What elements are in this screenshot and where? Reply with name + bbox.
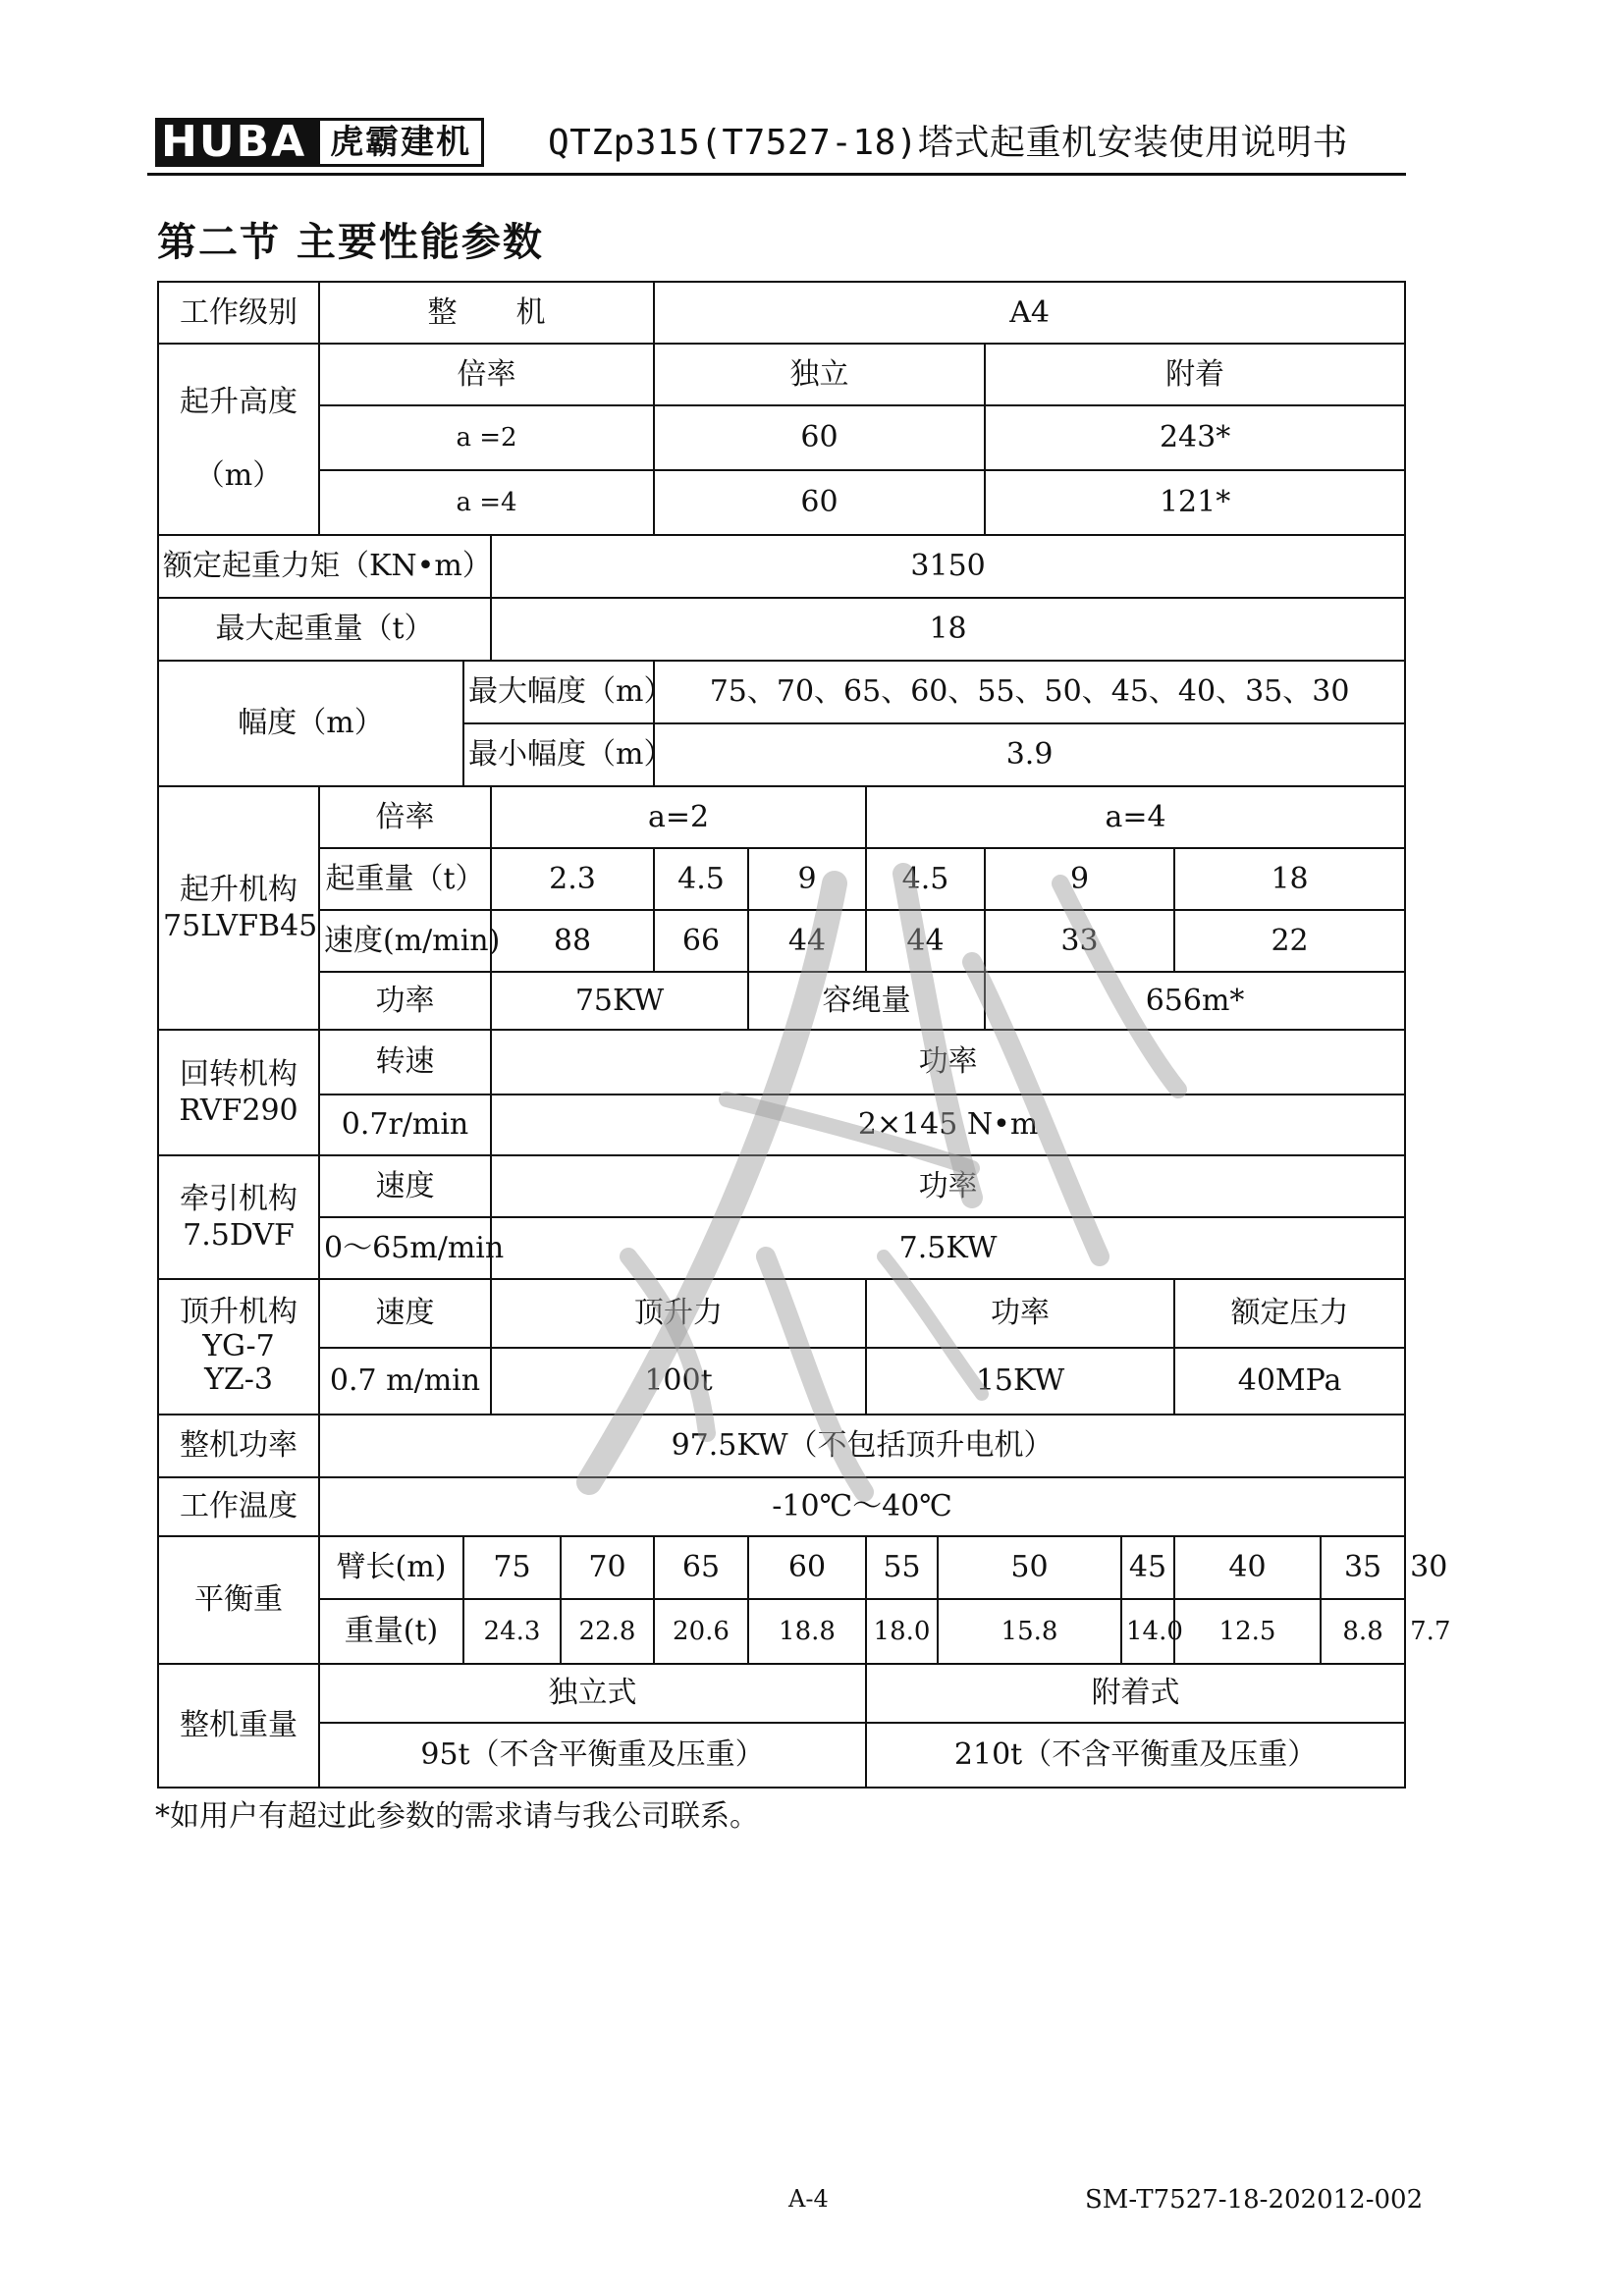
trolley-model: 7.5DVF [183, 1218, 295, 1253]
climbing-power-label: 功率 [866, 1279, 1174, 1348]
lift-height-ratio: a =4 [319, 470, 654, 535]
counterweight-arm-cell: 65 [654, 1536, 748, 1599]
lift-height-text: 起升高度 [180, 385, 298, 420]
row-hoist-speed [158, 910, 1405, 972]
row-lift-height-header [158, 344, 1405, 405]
hoist-speed-cell: 66 [654, 910, 748, 972]
max-load-label: 最大起重量（t） [158, 598, 491, 661]
slewing-text: 回转机构 [180, 1056, 298, 1092]
row-rated-moment [158, 535, 1405, 598]
row-max-range [158, 661, 1405, 723]
hoist-power-value: 75KW [491, 972, 748, 1030]
section-title: 第二节 主要性能参数 [157, 220, 544, 265]
machine-weight-free-value: 95t（不含平衡重及压重） [319, 1723, 866, 1788]
row-climbing-values [158, 1348, 1405, 1415]
trolley-speed-label: 速度 [319, 1155, 491, 1217]
max-range-label: 最大幅度（m） [463, 661, 654, 723]
page-number: A-4 [788, 2185, 829, 2213]
hoist-speed-label: 速度(m/min) [319, 910, 491, 972]
slewing-speed-label: 转速 [319, 1030, 491, 1095]
machine-weight-attached-value: 210t（不含平衡重及压重） [866, 1723, 1405, 1788]
row-max-load [158, 598, 1405, 661]
performance-parameters-table [157, 281, 1451, 1787]
total-power-label: 整机功率 [158, 1415, 319, 1477]
hoist-load-cell: 9 [748, 848, 866, 910]
trolley-power-label: 功率 [491, 1155, 1405, 1217]
work-class-value: A4 [654, 282, 1405, 344]
hoist-speed-cell: 88 [491, 910, 654, 972]
row-slewing-values [158, 1095, 1405, 1155]
page-header [155, 110, 1404, 175]
counterweight-label: 平衡重 [158, 1536, 319, 1664]
rated-moment-label: 额定起重力矩（KN•m） [158, 535, 491, 598]
counterweight-weight-cell: 15.8 [938, 1599, 1121, 1664]
huba-logo [155, 118, 484, 167]
trolley-speed-value: 0～65m/min [319, 1217, 491, 1279]
hoist-speed-cell: 22 [1174, 910, 1405, 972]
counterweight-arm-cell: 75 [463, 1536, 561, 1599]
lift-height-attached: 243* [985, 405, 1405, 470]
row-work-class [158, 282, 1405, 344]
machine-weight-label: 整机重量 [158, 1664, 319, 1788]
row-lift-height-a2 [158, 405, 1405, 470]
slewing-power-value: 2×145 N•m [491, 1095, 1405, 1155]
hoist-rope-label: 容绳量 [748, 972, 985, 1030]
counterweight-arm-cell: 45 [1121, 1536, 1174, 1599]
lift-height-attached-header: 附着 [985, 344, 1405, 405]
counterweight-weight-cell: 8.8 [1321, 1599, 1405, 1664]
counterweight-weight-cell: 24.3 [463, 1599, 561, 1664]
hoist-load-cell: 4.5 [654, 848, 748, 910]
counterweight-weight-cell: 14.0 [1121, 1599, 1174, 1664]
hoist-ratio-label: 倍率 [319, 786, 491, 848]
climbing-model-2: YZ-3 [204, 1362, 273, 1398]
hoist-speed-cell: 33 [985, 910, 1174, 972]
climbing-pressure-value: 40MPa [1174, 1348, 1405, 1415]
row-hoist-load [158, 848, 1405, 910]
climbing-force-value: 100t [491, 1348, 866, 1415]
lift-height-attached: 121* [985, 470, 1405, 535]
hoist-speed-cell: 44 [866, 910, 985, 972]
row-counterweight-weight: 重量(t) 24.3 22.8 20.6 18.8 18.0 15.8 14.0 12.5 8.8 7.7 [158, 1599, 1405, 1664]
hoist-label [158, 786, 319, 1030]
hoist-rope-value: 656m* [985, 972, 1405, 1030]
lift-height-free: 60 [654, 470, 985, 535]
hoist-load-cell: 18 [1174, 848, 1405, 910]
row-machine-weight-values [158, 1723, 1405, 1788]
counterweight-weight-label: 重量(t) [319, 1599, 463, 1664]
climbing-speed-value: 0.7 m/min [319, 1348, 491, 1415]
climbing-model-1: YG-7 [202, 1328, 275, 1363]
counterweight-weight-cell: 12.5 [1174, 1599, 1321, 1664]
hoist-ratio-a2: a=2 [491, 786, 866, 848]
temperature-label: 工作温度 [158, 1477, 319, 1536]
lift-height-ratio: a =2 [319, 405, 654, 470]
lift-height-label [158, 344, 319, 535]
rated-moment-value: 3150 [491, 535, 1405, 598]
counterweight-arm-cell: 50 [938, 1536, 1121, 1599]
hoist-text: 起升机构 [180, 872, 298, 907]
row-machine-weight-header [158, 1664, 1405, 1723]
counterweight-weight-cell: 18.0 [866, 1599, 938, 1664]
work-class-sub: 整 机 [319, 282, 654, 344]
logo-mark: HUBA [155, 118, 320, 167]
header-divider [147, 173, 1406, 176]
min-range-label: 最小幅度（m） [463, 723, 654, 786]
climbing-text: 顶升机构 [180, 1295, 298, 1330]
climbing-power-value: 15KW [866, 1348, 1174, 1415]
hoist-ratio-a4: a=4 [866, 786, 1405, 848]
counterweight-arm-cell: 40 [1174, 1536, 1321, 1599]
climbing-speed-label: 速度 [319, 1279, 491, 1348]
row-trolley-values [158, 1217, 1405, 1279]
row-counterweight-arm: 平衡重 臂长(m) 75 70 65 60 55 50 45 40 35 30 [158, 1536, 1405, 1599]
total-power-value: 97.5KW（不包括顶升电机） [319, 1415, 1405, 1477]
counterweight-arm-cell: 70 [561, 1536, 654, 1599]
work-class-label: 工作级别 [158, 282, 319, 344]
trolley-label [158, 1155, 319, 1279]
trolley-text: 牵引机构 [180, 1181, 298, 1216]
machine-weight-attached-label: 附着式 [866, 1664, 1405, 1723]
counterweight-arm-label: 臂长(m) [319, 1536, 463, 1599]
hoist-load-cell: 4.5 [866, 848, 985, 910]
slewing-label [158, 1030, 319, 1155]
row-hoist-power [158, 972, 1405, 1030]
row-climbing-header [158, 1279, 1405, 1348]
hoist-load-cell: 9 [985, 848, 1174, 910]
document-code: SM-T7527-18-202012-002 [1085, 2185, 1424, 2215]
hoist-model: 75LVFB45 [163, 909, 318, 943]
lift-height-free-header: 独立 [654, 344, 985, 405]
counterweight-arm-cell: 60 [748, 1536, 866, 1599]
row-lift-height-a4 [158, 470, 1405, 535]
row-total-power [158, 1415, 1405, 1477]
slewing-speed-value: 0.7r/min [319, 1095, 491, 1155]
climbing-label [158, 1279, 319, 1415]
hoist-speed-cell: 44 [748, 910, 866, 972]
row-trolley-header [158, 1155, 1405, 1217]
climbing-pressure-label: 额定压力 [1174, 1279, 1405, 1348]
climbing-force-label: 顶升力 [491, 1279, 866, 1348]
counterweight-weight-cell: 20.6 [654, 1599, 748, 1664]
slewing-model: RVF290 [179, 1094, 298, 1128]
range-label: 幅度（m） [158, 661, 463, 786]
document-title: QTZp315(T7527-18)塔式起重机安装使用说明书 [548, 123, 1348, 163]
max-range-value: 75、70、65、60、55、50、45、40、35、30 [654, 661, 1405, 723]
machine-weight-free-label: 独立式 [319, 1664, 866, 1723]
footnote: *如用户有超过此参数的需求请与我公司联系。 [155, 1799, 759, 1834]
trolley-power-value: 7.5KW [491, 1217, 1405, 1279]
counterweight-weight-cell: 18.8 [748, 1599, 866, 1664]
hoist-load-cell: 2.3 [491, 848, 654, 910]
hoist-power-label: 功率 [319, 972, 491, 1030]
lift-height-unit: （m） [194, 458, 283, 494]
logo-chinese-name: 虎霸建机 [320, 118, 484, 167]
max-load-value: 18 [491, 598, 1405, 661]
counterweight-arm-cell: 35 [1321, 1536, 1405, 1599]
row-temperature [158, 1477, 1405, 1536]
min-range-value: 3.9 [654, 723, 1405, 786]
row-hoist-ratio [158, 786, 1405, 848]
temperature-value: -10℃～40℃ [319, 1477, 1405, 1536]
watermark-text: 紛光 [511, 844, 513, 845]
counterweight-arm-cell: 55 [866, 1536, 938, 1599]
lift-height-free: 60 [654, 405, 985, 470]
slewing-power-label: 功率 [491, 1030, 1405, 1095]
row-slewing-header [158, 1030, 1405, 1095]
hoist-load-label: 起重量（t） [319, 848, 491, 910]
counterweight-weight-cell: 22.8 [561, 1599, 654, 1664]
lift-height-ratio-header: 倍率 [319, 344, 654, 405]
